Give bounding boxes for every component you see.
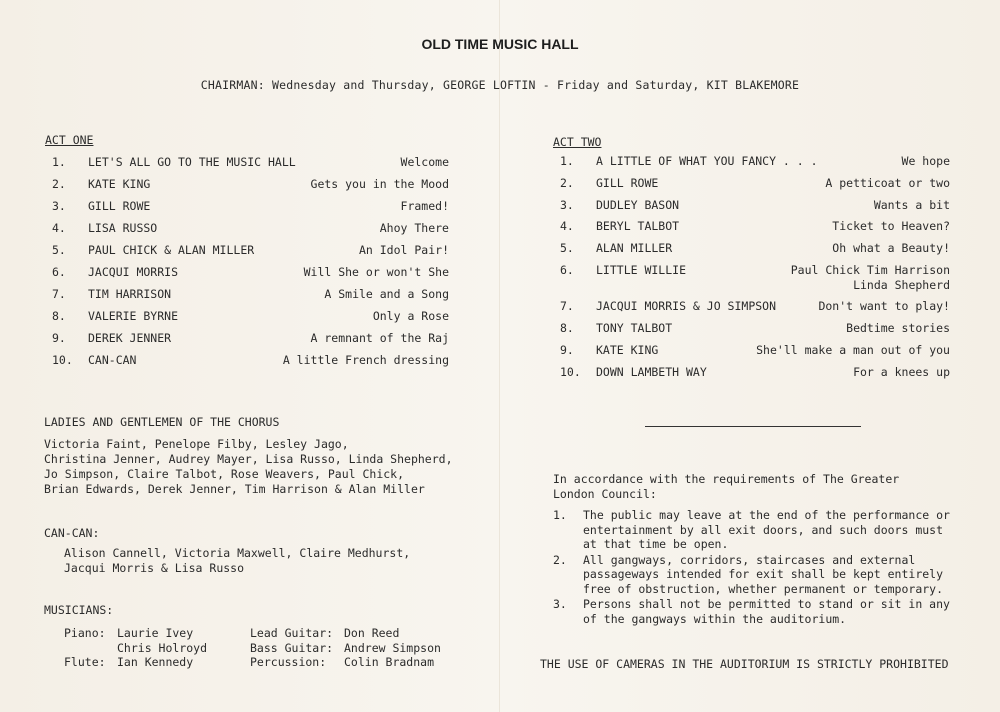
musician-role: Flute: xyxy=(64,655,106,669)
performer-name: KATE KING xyxy=(596,343,659,357)
rule-text: Persons shall not be permitted to stand or sit in any of the gangways within the auditorium. xyxy=(583,597,950,626)
item-tagline: Wants a bit xyxy=(873,198,950,212)
council-intro-line: London Council: xyxy=(553,487,657,501)
musicians-heading: MUSICIANS: xyxy=(44,603,114,617)
item-tagline: We hope xyxy=(901,154,950,168)
musician-role: Percussion: xyxy=(250,655,327,669)
act-two-list xyxy=(560,154,950,384)
performer-name: TONY TALBOT xyxy=(596,321,673,335)
can-can-line: Alison Cannell, Victoria Maxwell, Claire Medhurst, xyxy=(64,546,411,560)
performer-name: TIM HARRISON xyxy=(88,287,172,301)
performer-name: LET'S ALL GO TO THE MUSIC HALL xyxy=(88,155,296,169)
rule-number: 2. xyxy=(553,552,567,567)
rule-number: 3. xyxy=(553,597,567,611)
item-tagline: A petticoat or two xyxy=(825,176,950,190)
musician-name: Laurie Ivey xyxy=(117,626,194,640)
musician-role: Piano: xyxy=(64,626,106,640)
musicians-right xyxy=(250,626,470,676)
performer-name: DOWN LAMBETH WAY xyxy=(596,365,707,379)
performer-name: LITTLE WILLIE xyxy=(596,263,687,277)
item-number: 2. xyxy=(560,176,574,190)
item-tagline: Welcome xyxy=(400,155,449,169)
item-number: 5. xyxy=(560,241,574,255)
item-number: 3. xyxy=(560,198,574,212)
act-item xyxy=(52,331,449,345)
musician-role: Bass Guitar: xyxy=(250,641,334,655)
page-title: OLD TIME MUSIC HALL xyxy=(421,36,579,52)
act-item xyxy=(52,221,449,235)
item-tagline: A Smile and a Song xyxy=(324,287,449,301)
item-tagline: Ticket to Heaven? xyxy=(832,219,950,233)
council-intro xyxy=(553,472,899,502)
item-number: 6. xyxy=(52,265,66,279)
act-item xyxy=(560,176,950,190)
musician-name: Chris Holroyd xyxy=(117,641,208,655)
act-item xyxy=(560,365,950,379)
can-can-heading: CAN-CAN: xyxy=(44,526,100,540)
performer-name: LISA RUSSO xyxy=(88,221,158,235)
item-number: 5. xyxy=(52,243,66,257)
item-tagline: An Idol Pair! xyxy=(358,243,449,257)
performer-name: DEREK JENNER xyxy=(88,331,172,345)
performer-name: A LITTLE OF WHAT YOU FANCY . . . xyxy=(596,154,818,168)
item-number: 4. xyxy=(560,219,574,233)
act-item xyxy=(52,177,449,191)
performer-name: BERYL TALBOT xyxy=(596,219,680,233)
item-tagline-continued: Linda Shepherd xyxy=(853,278,950,292)
item-tagline: Framed! xyxy=(400,199,449,213)
musician-row xyxy=(64,626,106,640)
item-tagline: Gets you in the Mood xyxy=(310,177,449,191)
council-rules xyxy=(553,508,963,626)
chorus-line: Christina Jenner, Audrey Mayer, Lisa Russo, Linda Shepherd, xyxy=(44,452,453,466)
item-tagline: Paul Chick Tim Harrison xyxy=(790,263,950,277)
performer-name: KATE KING xyxy=(88,177,151,191)
item-tagline: Oh what a Beauty! xyxy=(832,241,950,255)
council-rule xyxy=(553,508,963,552)
act-item xyxy=(560,154,950,168)
act-item xyxy=(560,219,950,233)
item-tagline: Only a Rose xyxy=(372,309,449,323)
chorus-line: Brian Edwards, Derek Jenner, Tim Harrison & Alan Miller xyxy=(44,482,425,496)
item-number: 9. xyxy=(52,331,66,345)
section-divider xyxy=(645,426,861,427)
act-item xyxy=(560,343,950,357)
act-item xyxy=(52,309,449,323)
act-item xyxy=(52,155,449,169)
council-rule xyxy=(553,553,963,597)
item-number: 8. xyxy=(52,309,66,323)
item-number: 2. xyxy=(52,177,66,191)
item-number: 10. xyxy=(560,365,581,379)
item-number: 9. xyxy=(560,343,574,357)
item-number: 1. xyxy=(560,154,574,168)
item-tagline: Ahoy There xyxy=(379,221,449,235)
item-tagline: A remnant of the Raj xyxy=(310,331,449,345)
act-item xyxy=(560,198,950,212)
council-intro-line: In accordance with the requirements of The Greater xyxy=(553,472,900,486)
performer-name: PAUL CHICK & ALAN MILLER xyxy=(88,243,255,257)
item-tagline: A little French dressing xyxy=(282,353,449,367)
performer-name: JACQUI MORRIS xyxy=(88,265,179,279)
item-number: 3. xyxy=(52,199,66,213)
act-item xyxy=(560,241,950,255)
performer-name: ALAN MILLER xyxy=(596,241,673,255)
item-number: 4. xyxy=(52,221,66,235)
item-number: 10. xyxy=(52,353,73,367)
musicians-left xyxy=(64,626,264,676)
act-item xyxy=(560,263,950,277)
item-number: 8. xyxy=(560,321,574,335)
item-number: 1. xyxy=(52,155,66,169)
act-item xyxy=(560,299,950,313)
rule-text: The public may leave at the end of the performance or entertainment by all exit doors, and such doors must at that time be open. xyxy=(583,508,950,551)
item-number: 7. xyxy=(52,287,66,301)
rule-number: 1. xyxy=(553,508,567,522)
item-number: 7. xyxy=(560,299,574,313)
musician-role: Lead Guitar: xyxy=(250,626,334,640)
act-item xyxy=(52,243,449,257)
musician-name: Don Reed xyxy=(344,626,400,640)
act-item xyxy=(52,199,449,213)
act-item xyxy=(52,265,449,279)
musician-name: Ian Kennedy xyxy=(117,655,194,669)
chorus-names xyxy=(44,437,453,497)
performer-name: DUDLEY BASON xyxy=(596,198,680,212)
can-can-names xyxy=(64,546,410,576)
act-item xyxy=(560,321,950,335)
act-one-heading: ACT ONE xyxy=(45,133,94,147)
fold-line xyxy=(499,0,500,712)
act-item xyxy=(52,287,449,301)
chairman-line: CHAIRMAN: Wednesday and Thursday, GEORGE LOFTIN - Friday and Saturday, KIT BLAKEMORE xyxy=(200,78,800,92)
item-tagline: She'll make a man out of you xyxy=(756,343,950,357)
chorus-line: Victoria Faint, Penelope Filby, Lesley Jago, xyxy=(44,437,349,451)
council-rule xyxy=(553,597,963,626)
item-number: 6. xyxy=(560,263,574,277)
act-two-heading: ACT TWO xyxy=(553,135,602,149)
performer-name: GILL ROWE xyxy=(88,199,151,213)
act-item xyxy=(52,353,449,367)
item-tagline: Bedtime stories xyxy=(846,321,950,335)
can-can-line: Jacqui Morris & Lisa Russo xyxy=(64,561,245,575)
item-tagline: Will She or won't She xyxy=(303,265,449,279)
rule-text: All gangways, corridors, staircases and external passageways intended for exit shall be kept entirely free of obstruction, whether permanent or temporary. xyxy=(583,552,944,596)
performer-name: GILL ROWE xyxy=(596,176,659,190)
musician-name: Andrew Simpson xyxy=(344,641,441,655)
item-tagline: For a knees up xyxy=(853,365,950,379)
performer-name: JACQUI MORRIS & JO SIMPSON xyxy=(596,299,777,313)
chorus-heading: LADIES AND GENTLEMEN OF THE CHORUS xyxy=(44,415,280,429)
chorus-line: Jo Simpson, Claire Talbot, Rose Weavers, Paul Chick, xyxy=(44,467,405,481)
performer-name: CAN-CAN xyxy=(88,353,137,367)
musician-name: Colin Bradnam xyxy=(344,655,435,669)
item-tagline: Don't want to play! xyxy=(818,299,950,313)
act-one-list xyxy=(52,155,449,375)
cameras-notice: THE USE OF CAMERAS IN THE AUDITORIUM IS STRICTLY PROHIBITED xyxy=(540,657,949,671)
performer-name: VALERIE BYRNE xyxy=(88,309,179,323)
